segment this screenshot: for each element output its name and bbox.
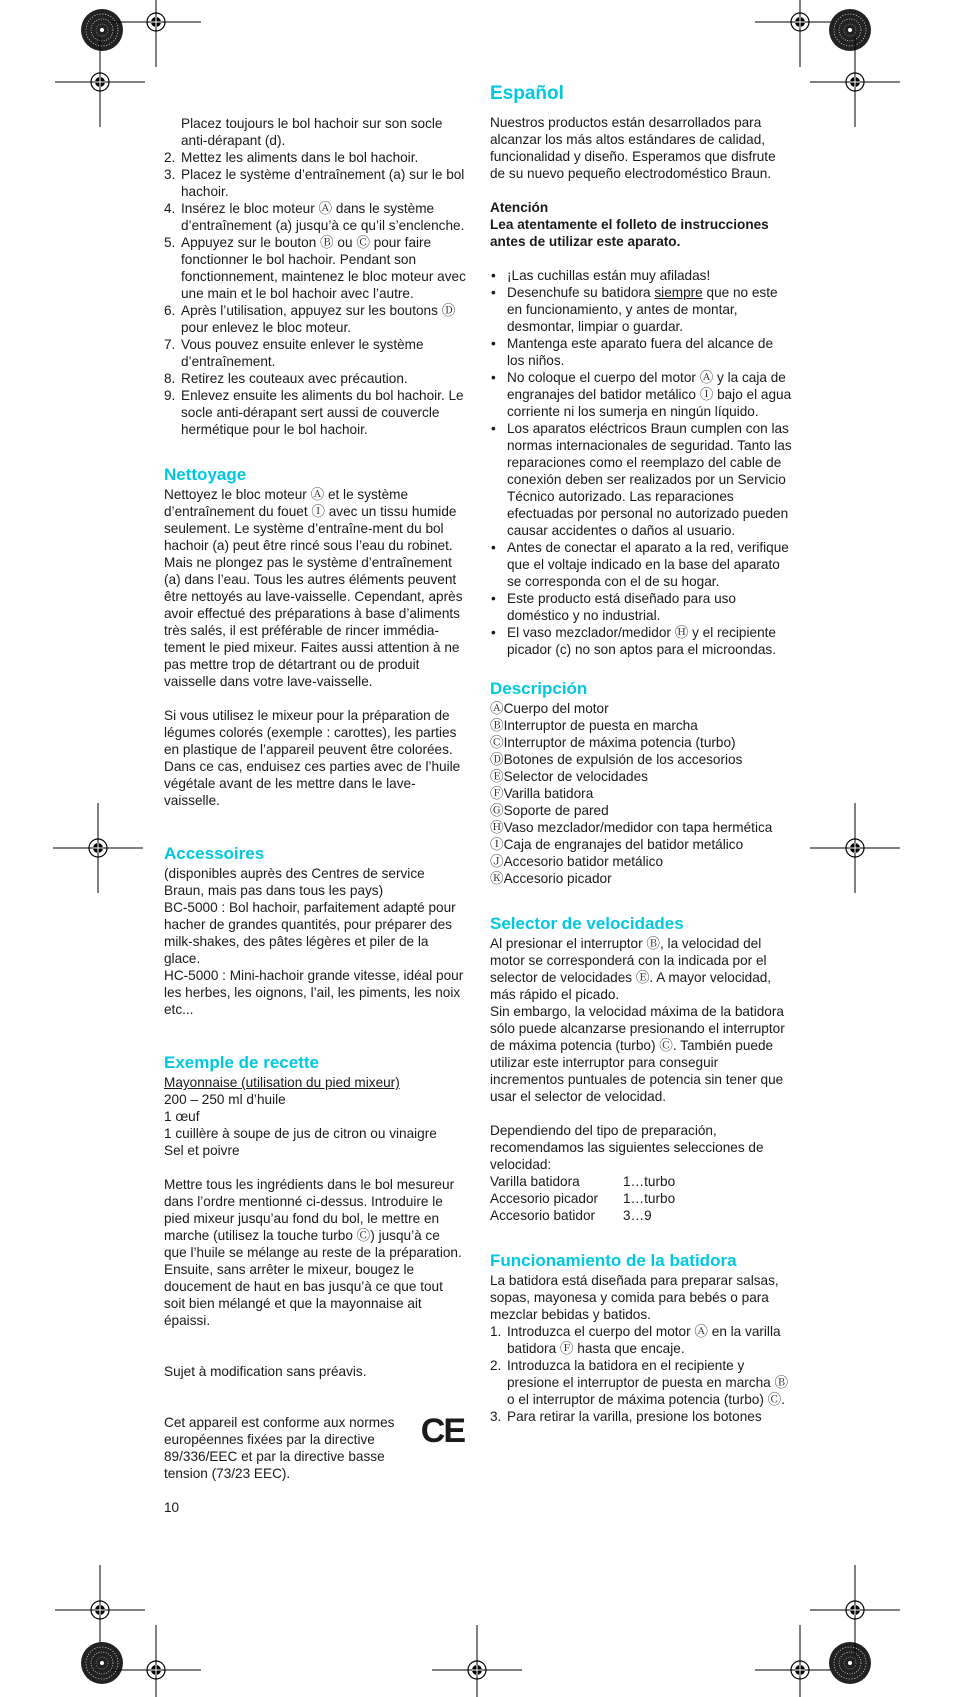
safety-bullets: [490, 267, 792, 658]
funcionamiento-steps: [490, 1323, 792, 1425]
table-row: Accesorio picador 1…turbo: [490, 1191, 676, 1206]
intro-paragraph: Nuestros productos están desarrollados para alcanzar los más altos estándares de calidad, funcionalidad y diseño. Esperamos que disfrute de su nuevo pequeño electrodoméstico Braun.: [490, 115, 776, 181]
usage-steps-list: [164, 149, 466, 438]
list-item: • Mantenga este aparato fuera del alcance de los niños.: [490, 335, 792, 369]
list-item: ⒿAccesorio batidor metálico: [490, 854, 664, 869]
registration-cross-icon: [432, 1625, 522, 1697]
accessoires-heading: Accessoires: [164, 844, 265, 863]
accessoires-paragraph: BC-5000 : Bol hachoir, parfaitement adapté pour hacher de grandes quantités, pour préparer des milk-shakes, des pâtes légères et piler de la glace.: [164, 900, 456, 966]
table-row: Varilla batidora 1…turbo: [490, 1174, 676, 1189]
selector-paragraph: Dependiendo del tipo de preparación, recomendamos las siguientes selecciones de velocidad:: [490, 1123, 764, 1172]
nettoyage-paragraph: Mais ne plongez pas le système d’entraînement (a) dans l’eau. Tous les autres éléments peuvent être nettoyés au lave-vaisselle. Cependant, après avoir effectué des préparations à base d’aliments très salés, il est préférable de rincer immédia-tement le pied mixeur. Faites aussi attention à ne pas mettre trop de détartrant ou de produit vaisselle dans votre lave-vaisselle.: [164, 555, 463, 689]
recette-heading: Exemple de recette: [164, 1053, 319, 1072]
spanish-column: [490, 82, 792, 1425]
list-item: 3. Placez le système d’entraînement (a) sur le bol hachoir.: [164, 167, 465, 199]
registration-star-icon: [81, 9, 123, 51]
list-item: 9. Enlevez ensuite les aliments du bol hachoir. Le socle anti-dérapant sert aussi de couvercle hermétique pour le bol hachoir.: [164, 388, 464, 437]
list-item: • ¡Las cuchillas están muy afiladas!: [490, 267, 792, 284]
registration-cross-icon: [755, 1625, 845, 1697]
registration-cross-icon: [810, 37, 900, 127]
step-1-text: Placez toujours le bol hachoir sur son socle anti-dérapant (d).: [181, 116, 443, 148]
registration-star-icon: [81, 1642, 123, 1684]
ingredient: 1 cuillère à soupe de jus de citron ou vinaigre: [164, 1126, 437, 1141]
ce-mark-logo: CE: [420, 1412, 464, 1450]
nettoyage-heading: Nettoyage: [164, 465, 247, 484]
recipe-paragraph: Ensuite, sans arrêter le mixeur, bougez le doucement de haut en bas jusqu’à ce que tout soit bien mélangé et que la mayonnaise ait épaissi.: [164, 1262, 443, 1328]
page-number: 10: [164, 1500, 180, 1515]
list-item: 2. Mettez les aliments dans le bol hachoir.: [164, 150, 419, 165]
list-item: ⒶCuerpo del motor: [490, 701, 609, 716]
list-item: ⒽVaso mezclador/medidor con tapa hermética: [490, 820, 773, 835]
list-item: 1. Introduzca el cuerpo del motor Ⓐ en la varilla batidora Ⓕ hasta que encaje.: [490, 1324, 781, 1356]
list-item: 5. Appuyez sur le bouton Ⓑ ou Ⓒ pour faire fonctionner le bol hachoir. Pendant son fonctionnement, maintenez le bloc moteur avec une main et le bol hachoir avec l’autre.: [164, 235, 466, 301]
french-column: [164, 115, 466, 1516]
selector-paragraph: Al presionar el interruptor Ⓑ, la velocidad del motor se corresponderá con la indicada por el selector de velocidades Ⓔ. A mayor velocidad, más rápido el picado.: [490, 936, 772, 1002]
registration-cross-icon: [755, 0, 845, 67]
registration-cross-icon: [111, 0, 201, 67]
list-item: ⒻVarilla batidora: [490, 786, 594, 801]
list-item: 7. Vous pouvez ensuite enlever le système d’entraînement.: [164, 337, 424, 369]
speed-table: [490, 1173, 675, 1224]
atencion-text: Lea atentamente el folleto de instrucciones antes de utilizar este aparato.: [490, 217, 769, 249]
accessoires-paragraph: (disponibles auprès des Centres de service Braun, mais pas dans tous les pays): [164, 866, 425, 898]
nettoyage-paragraph: Si vous utilisez le mixeur pour la préparation de légumes colorés (exemple : carottes), les parties en plastique de l’appareil peuvent être colorées. Dans ce cas, enduisez ces parties avec de l’huile végétale avant de les mettre dans le lave-vaisselle.: [164, 708, 461, 808]
ingredient: 1 œuf: [164, 1109, 200, 1124]
nettoyage-paragraph: Nettoyez le bloc moteur Ⓐ et le système d’entraînement du fouet Ⓘ avec un tissu humide seulement. Le système d’entraîne-ment du bol hachoir (a) peut être rincé sous l’eau du robinet.: [164, 487, 457, 553]
registration-cross-icon: [810, 1565, 900, 1655]
funcionamiento-heading: Funcionamiento de la batidora: [490, 1251, 737, 1270]
description-list: [490, 700, 792, 887]
recipe-paragraph: Mettre tous les ingrédients dans le bol mesureur dans l’ordre mentionné ci-dessus. Introduire le pied mixeur jusqu’au fond du bol, le mettre en marche (utilisez la touche turbo Ⓒ) jusqu’à ce que l’huile se mélange au reste de la préparation.: [164, 1177, 462, 1260]
selector-paragraph: Sin embargo, la velocidad máxima de la batidora sólo puede alcanzarse presionando el interruptor de máxima potencia (turbo) Ⓒ. También puede utilizar este interruptor para conseguir incrementos puntuales de potencia sin tener que usar el selector de velocidad.: [490, 1004, 785, 1104]
list-item: ⒹBotones de expulsión de los accesorios: [490, 752, 743, 767]
list-item: ⓀAccesorio picador: [490, 871, 612, 886]
list-item: 3. Para retirar la varilla, presione los botones: [490, 1409, 762, 1424]
list-item: 8. Retirez les couteaux avec précaution.: [164, 371, 408, 386]
descripcion-heading: Descripción: [490, 679, 588, 698]
list-item: ⒷInterruptor de puesta en marcha: [490, 718, 698, 733]
list-item: • Desenchufe su batidora siempre que no este en funcionamiento, y antes de montar, desmontar, limpiar o guardar.: [490, 284, 792, 335]
table-row: Accesorio batidor 3…9: [490, 1208, 652, 1223]
list-item: 2. Introduzca la batidora en el recipiente y presione el interruptor de puesta en marcha Ⓑ o el interruptor de máxima potencia (turbo) Ⓒ.: [490, 1358, 789, 1407]
funcionamiento-intro: La batidora está diseñada para preparar salsas, sopas, mayonesa y comida para bebés o para mezclar bebidas y batidos.: [490, 1273, 779, 1322]
list-item: • Los aparatos eléctricos Braun cumplen con las normas internacionales de seguridad. Tanto las reparaciones como el reemplazo del cable de conexión deben ser realizados por un Servicio Técnico autorizado. Las reparaciones efectuadas por personal no autorizado pueden causar accidentes o daños al usuario.: [490, 420, 792, 539]
ingredient: 200 – 250 ml d’huile: [164, 1092, 286, 1107]
list-item: 6. Après l’utilisation, appuyez sur les boutons Ⓓ pour enlevez le bloc moteur.: [164, 303, 456, 335]
registration-cross-icon: [53, 803, 143, 893]
registration-cross-icon: [810, 803, 900, 893]
registration-star-icon: [829, 1642, 871, 1684]
list-item: • Antes de conectar el aparato a la red, verifique que el voltaje indicado en la base del aparato se corresponda con el de su hogar.: [490, 539, 792, 590]
conformity-block: [164, 1414, 466, 1482]
registration-cross-icon: [111, 1625, 201, 1697]
ingredient: Sel et poivre: [164, 1143, 240, 1158]
registration-cross-icon: [55, 37, 145, 127]
recipe-title: Mayonnaise (utilisation du pied mixeur): [164, 1075, 400, 1090]
espanol-heading: Español: [490, 83, 564, 104]
list-item: ⒾCaja de engranajes del batidor metálico: [490, 837, 744, 852]
list-item: • El vaso mezclador/medidor Ⓗ y el recipiente picador (c) no son aptos para el microondas.: [490, 624, 792, 658]
list-item: • Este producto está diseñado para uso doméstico y no industrial.: [490, 590, 792, 624]
conformity-text: Cet appareil est conforme aux normes européennes fixées par la directive 89/336/EEC et par la directive basse tension (73/23 EEC).: [164, 1415, 395, 1481]
selector-heading: Selector de velocidades: [490, 914, 684, 933]
registration-cross-icon: [55, 1565, 145, 1655]
list-item: • No coloque el cuerpo del motor Ⓐ y la caja de engranajes del batidor metálico Ⓘ bajo el agua corriente ni los sumerja en ningún líquido.: [490, 369, 792, 420]
accessoires-paragraph: HC-5000 : Mini-hachoir grande vitesse, idéal pour les herbes, les oignons, l’ail, les piments, les noix etc...: [164, 968, 464, 1017]
list-item: 4. Insérez le bloc moteur Ⓐ dans le système d’entraînement (a) jusqu’à ce qu’il s’enclenche.: [164, 201, 465, 233]
registration-star-icon: [829, 9, 871, 51]
list-item: ⒼSoporte de pared: [490, 803, 609, 818]
list-item: ⒺSelector de velocidades: [490, 769, 648, 784]
list-item: ⒸInterruptor de máxima potencia (turbo): [490, 735, 736, 750]
atencion-title: Atención: [490, 200, 549, 215]
modification-notice: Sujet à modification sans préavis.: [164, 1364, 367, 1379]
